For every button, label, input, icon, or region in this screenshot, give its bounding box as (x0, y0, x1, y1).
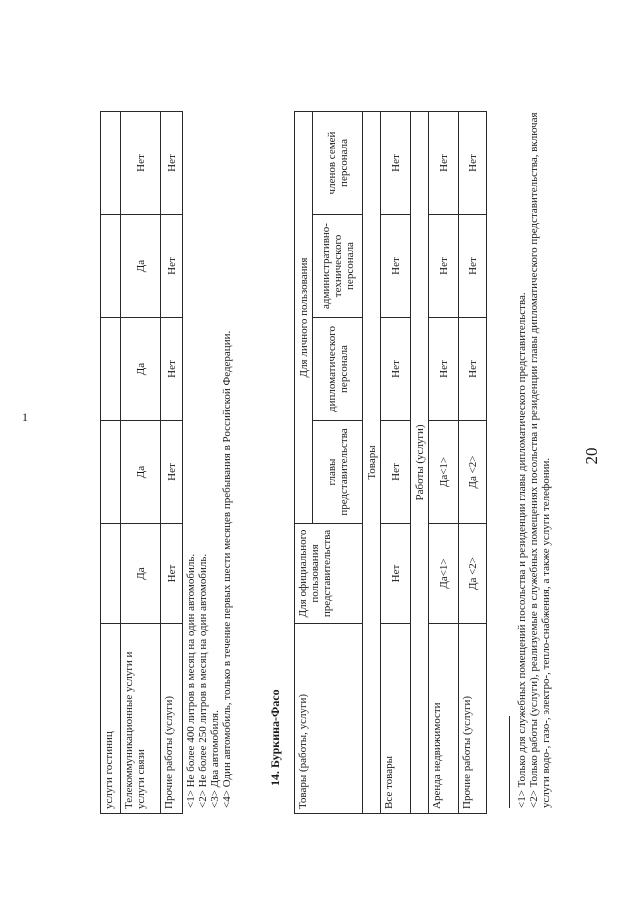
table-header-row (295, 111, 313, 813)
header-col: главы представительства (313, 421, 363, 524)
table-cell: Нет (429, 111, 459, 214)
table-row (101, 112, 121, 814)
table-cell (101, 318, 121, 421)
footnote-rule (509, 716, 510, 808)
table-cell: Нет (161, 215, 183, 318)
header-col: административно-технического персонала (313, 215, 363, 318)
table-cell: Да (121, 421, 161, 524)
section-row (363, 111, 381, 813)
page-number: 20 (582, 447, 601, 465)
header-personal: Для личного пользования (295, 111, 313, 523)
table-cell: Нет (161, 318, 183, 421)
table-cell: Нет (121, 112, 161, 215)
table-cell: Нет (381, 421, 411, 524)
footnote-rule (182, 716, 183, 808)
table-cell: Да<1> (429, 421, 459, 524)
footnote: услуги водо-, газо-, электро-, тепло-снабжения, а также услуги телефонии. (540, 457, 552, 808)
header-col: членов семей персонала (313, 111, 363, 214)
footnote: <2> Не более 250 литров в месяц на один автомобиль. (197, 553, 209, 808)
table-row (161, 112, 183, 814)
footnote: <1> Не более 400 литров в месяц на один автомобиль. (185, 553, 197, 808)
row-label: услуги гостиниц (101, 624, 121, 814)
footnote: <1> Только для служебных помещений посольства и резиденции главы дипломатического представительства. (516, 292, 528, 808)
section-row (411, 111, 429, 813)
header-goods: Товары (работы, услуги) (295, 624, 363, 814)
table-cell (101, 524, 121, 624)
table-cell: Нет (161, 524, 183, 624)
table-cell: Да (121, 215, 161, 318)
table-cell: Нет (161, 421, 183, 524)
row-label: Прочие работы (услуги) (459, 624, 487, 814)
table-cell (101, 112, 121, 215)
row-label: Аренда недвижимости (429, 624, 459, 814)
table-cell: Да<1> (429, 524, 459, 624)
table-cell: Нет (459, 215, 487, 318)
table-cell: Да (121, 524, 161, 624)
footnote: <3> Два автомобиля. (209, 710, 221, 808)
table-cell: Нет (429, 215, 459, 318)
header-col: дипломатического персонала (313, 318, 363, 421)
table-cell: Нет (381, 215, 411, 318)
table-cell: Да <2> (459, 524, 487, 624)
section-title: 14. Буркина-Фасо (268, 689, 282, 786)
burkina-faso-table (294, 111, 487, 814)
footnotes-table1 (185, 331, 233, 808)
row-label: Все товары (381, 624, 411, 814)
footnote: <2> Только работы (услуги), реализуемые в служебных помещениях посольства и резиденции главы дипломатического представительства, включая (528, 112, 540, 808)
table-row (429, 111, 459, 813)
table-cell: Нет (459, 111, 487, 214)
table-cell: Нет (381, 318, 411, 421)
row-label: Телекоммуникационные услуги и услуги связи (121, 624, 161, 814)
margin-mark: 1 (22, 410, 28, 424)
table-cell: Нет (381, 111, 411, 214)
section-works: Работы (услуги) (411, 111, 429, 813)
table-cell: Нет (381, 524, 411, 624)
header-official: Для официального пользования представительства (295, 524, 363, 624)
section-goods: Товары (363, 111, 381, 813)
table-cell (101, 215, 121, 318)
table-cell: Нет (459, 318, 487, 421)
table-cell: Да <2> (459, 421, 487, 524)
footnotes-table2 (516, 112, 552, 808)
table-cell: Да (121, 318, 161, 421)
table-cell: Нет (429, 318, 459, 421)
table-continuation (100, 111, 183, 814)
table-cell (101, 421, 121, 524)
table-cell: Нет (161, 112, 183, 215)
row-label: Прочие работы (услуги) (161, 624, 183, 814)
table-row (121, 112, 161, 814)
footnote: <4> Один автомобиль, только в течение первых шести месяцев пребывания в Российской Федерации. (221, 330, 233, 808)
table-row (459, 111, 487, 813)
table-row (381, 111, 411, 813)
